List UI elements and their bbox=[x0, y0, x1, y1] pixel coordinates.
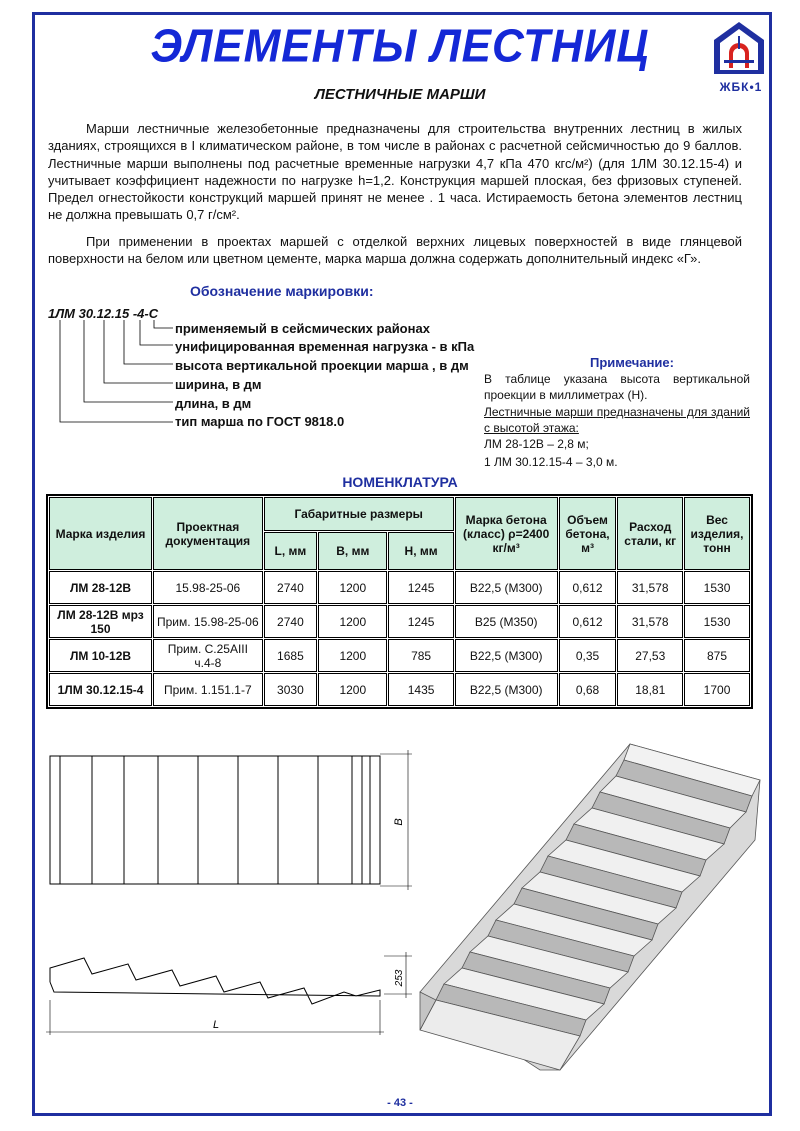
cell-steel: 31,578 bbox=[617, 571, 683, 604]
cell-H: 1245 bbox=[388, 605, 453, 638]
dimension-b-label: В bbox=[393, 818, 405, 826]
cell-concrete: В22,5 (М300) bbox=[455, 673, 558, 706]
marking-item-height: высота вертикальной проекции марша , в дм bbox=[175, 358, 469, 373]
cell-concrete: В22,5 (М300) bbox=[455, 639, 558, 672]
table-row bbox=[49, 673, 750, 706]
cell-L: 2740 bbox=[264, 605, 318, 638]
page-number: - 43 - bbox=[387, 1097, 413, 1109]
marking-item-type: тип марша по ГОСТ 9818.0 bbox=[175, 414, 345, 429]
marking-item-load: унифицированная временная нагрузка - в кПа bbox=[175, 339, 475, 354]
cell-doc: Прим. 15.98-25-06 bbox=[153, 605, 263, 638]
cell-weight: 1530 bbox=[684, 571, 750, 604]
cell-B: 1200 bbox=[318, 605, 387, 638]
col-volume: Объем бетона, м³ bbox=[559, 497, 617, 570]
marking-leader-lines bbox=[48, 318, 188, 430]
cell-volume: 0,612 bbox=[559, 605, 617, 638]
cell-volume: 0,612 bbox=[559, 571, 617, 604]
section-view-drawing bbox=[46, 952, 412, 1035]
col-weight: Вес изделия, тонн bbox=[684, 497, 750, 570]
stair-drawings bbox=[40, 730, 780, 1110]
table-row bbox=[49, 605, 750, 638]
cell-mark: ЛМ 10-12В bbox=[49, 639, 152, 672]
col-doc: Проектная документация bbox=[153, 497, 263, 570]
col-steel: Расход стали, кг bbox=[617, 497, 683, 570]
marking-heading: Обозначение маркировки: bbox=[190, 283, 374, 299]
cell-B: 1200 bbox=[318, 639, 387, 672]
col-concrete: Марка бетона (класс) ρ=2400 кг/м³ bbox=[455, 497, 558, 570]
marking-item-seismic: применяемый в сейсмических районах bbox=[175, 321, 430, 336]
cell-weight: 1700 bbox=[684, 673, 750, 706]
cell-steel: 18,81 bbox=[617, 673, 683, 706]
table-row bbox=[49, 571, 750, 604]
col-mark: Марка изделия bbox=[49, 497, 152, 570]
stair-3d-render bbox=[420, 744, 760, 1070]
section-subtitle: ЛЕСТНИЧНЫЕ МАРШИ bbox=[314, 86, 486, 103]
plan-view-drawing bbox=[50, 750, 412, 890]
note-line-3: ЛМ 28-12В – 2,8 м; bbox=[484, 437, 589, 451]
cell-mark: ЛМ 28-12В мрз 150 bbox=[49, 605, 152, 638]
cell-mark: 1ЛМ 30.12.15-4 bbox=[49, 673, 152, 706]
cell-L: 3030 bbox=[264, 673, 318, 706]
cell-H: 1435 bbox=[388, 673, 453, 706]
intro-paragraph-2: При применении в проектах маршей с отделкой верхних лицевых поверхностей в виде глянцевой поверхности на белом или цветном цементе, марка марша должна содержать дополнительный индекс «Г». bbox=[48, 234, 742, 267]
cell-volume: 0,68 bbox=[559, 673, 617, 706]
col-B: В, мм bbox=[318, 532, 387, 570]
logo-text: ЖБК•1 bbox=[719, 80, 763, 94]
note-line-1: В таблице указана высота вертикальной проекции в миллиметрах (Н). bbox=[484, 372, 750, 402]
marking-code: 1ЛМ 30.12.15 -4-С bbox=[48, 306, 159, 321]
cell-weight: 1530 bbox=[684, 605, 750, 638]
dimension-l-label: L bbox=[212, 1019, 220, 1031]
cell-weight: 875 bbox=[684, 639, 750, 672]
cell-H: 785 bbox=[388, 639, 453, 672]
cell-concrete: В22,5 (М300) bbox=[455, 571, 558, 604]
intro-paragraph-1: Марши лестничные железобетонные предназначены для строительства внутренних лестниц в жилых зданиях, строящихся в I климатическом районе, в том числе в районах с расчетной сейсмичностью до 9 баллов. Лестничные марши выполнены под расчетные временные нагрузки 4,7 кПа 470 кгс/м²) (для 1ЛМ 30.12.15-4) и учитывает коэффициент надежности по нагрузке h=1,2. Конструкция маршей плоская, без фризовых ступеней. Предел огнестойкости конструкций маршей принят не менее . 1 часа. Истираемость бетона элементов лестниц не должна превышать 0,7 г/см². bbox=[48, 121, 742, 223]
cell-steel: 27,53 bbox=[617, 639, 683, 672]
table-row bbox=[49, 639, 750, 672]
cell-doc: 15.98-25-06 bbox=[153, 571, 263, 604]
marking-item-width: ширина, в дм bbox=[175, 377, 262, 392]
cell-steel: 31,578 bbox=[617, 605, 683, 638]
cell-doc: Прим. 1.151.1-7 bbox=[153, 673, 263, 706]
nomenclature-heading: НОМЕНКЛАТУРА bbox=[342, 474, 458, 490]
cell-B: 1200 bbox=[318, 571, 387, 604]
cell-concrete: В25 (М350) bbox=[455, 605, 558, 638]
col-L: L, мм bbox=[264, 532, 318, 570]
col-H: Н, мм bbox=[388, 532, 453, 570]
marking-item-length: длина, в дм bbox=[175, 396, 252, 411]
dimension-253-label: 253 bbox=[394, 969, 405, 987]
cell-doc: Прим. С.25АIII ч.4-8 bbox=[153, 639, 263, 672]
cell-L: 2740 bbox=[264, 571, 318, 604]
cell-L: 1685 bbox=[264, 639, 318, 672]
company-logo bbox=[712, 20, 766, 76]
col-dims: Габаритные размеры bbox=[264, 497, 454, 531]
cell-mark: ЛМ 28-12В bbox=[49, 571, 152, 604]
cell-H: 1245 bbox=[388, 571, 453, 604]
note-heading: Примечание: bbox=[590, 355, 674, 370]
cell-volume: 0,35 bbox=[559, 639, 617, 672]
page-title: ЭЛЕМЕНТЫ ЛЕСТНИЦ bbox=[150, 20, 650, 73]
note-line-2: Лестничные марши предназначены для зданий с высотой этажа: bbox=[484, 405, 750, 435]
cell-B: 1200 bbox=[318, 673, 387, 706]
note-line-4: 1 ЛМ 30.12.15-4 – 3,0 м. bbox=[484, 455, 618, 469]
nomenclature-table bbox=[46, 494, 753, 709]
